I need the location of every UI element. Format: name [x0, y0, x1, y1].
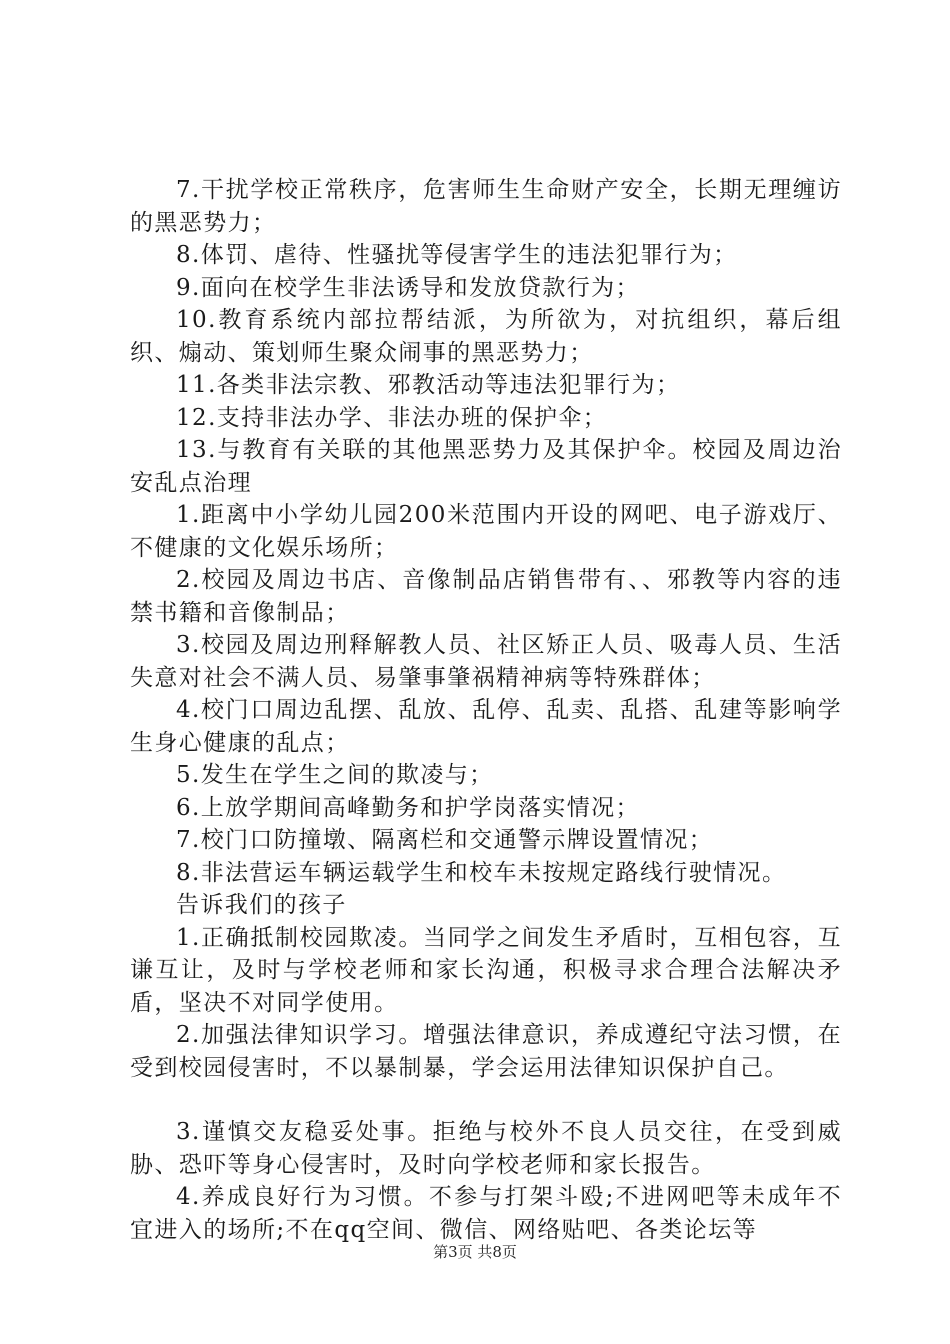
- paragraph-area-3-special-groups: 3.校园及周边刑释解教人员、社区矫正人员、吸毒人员、生活失意对社会不满人员、易肇事肇祸精神病等特殊群体；: [130, 632, 842, 691]
- paragraph-item-9-loans: 9.面向在校学生非法诱导和发放贷款行为；: [176, 274, 640, 301]
- paragraph-area-4-disorder: 4.校门口周边乱摆、乱放、乱停、乱卖、乱搭、乱建等影响学生身心健康的乱点；: [130, 697, 842, 756]
- page-number-footer: 第3页 共8页: [433, 1243, 517, 1261]
- paragraph-item-13-other: 13.与教育有关联的其他黑恶势力及其保护伞。校园及周边治安乱点治理: [130, 437, 842, 496]
- paragraph-area-2-bookstores: 2.校园及周边书店、音像制品店销售带有、、邪教等内容的违禁书籍和音像制品；: [130, 567, 842, 626]
- paragraph-advice-3-friends: 3.谨慎交友稳妥处事。拒绝与校外不良人员交往，在受到威胁、恐吓等身心侵害时，及时向学校老师和家长报告。: [130, 1119, 842, 1178]
- paragraph-item-10-factions: 10.教育系统内部拉帮结派，为所欲为，对抗组织，幕后组织、煽动、策划师生聚众闹事的黑恶势力；: [130, 307, 842, 366]
- paragraph-area-7-barriers: 7.校门口防撞墩、隔离栏和交通警示牌设置情况；: [176, 827, 714, 853]
- section-heading-tell-children: 告诉我们的孩子: [176, 892, 347, 918]
- paragraph-area-6-patrol: 6.上放学期间高峰勤务和护学岗落实情况；: [176, 794, 640, 821]
- paragraph-item-11-religion: 11.各类非法宗教、邪教活动等违法犯罪行为；: [176, 372, 681, 398]
- paragraph-area-5-bullying: 5.发生在学生之间的欺凌与；: [176, 762, 494, 788]
- document-body: [130, 174, 842, 1246]
- paragraph-item-8-abuse: 8.体罚、虐待、性骚扰等侵害学生的违法犯罪行为；: [176, 242, 738, 268]
- paragraph-item-12-schools: 12.支持非法办学、非法办班的保护伞；: [176, 404, 608, 431]
- paragraph-advice-1-bullying: 1.正确抵制校园欺凌。当同学之间发生矛盾时，互相包容，互谦互让，及时与学校老师和家长沟通，积极寻求合理合法解决矛盾，坚决不对同学使用。: [130, 924, 842, 1016]
- paragraph-advice-2-law: 2.加强法律知识学习。增强法律意识，养成遵纪守法习惯，在受到校园侵害时，不以暴制暴，学会运用法律知识保护自己。: [130, 1022, 842, 1081]
- paragraph-advice-4-habits: 4.养成良好行为习惯。不参与打架斗殴;不进网吧等未成年不宜进入的场所;不在qq空间、微信、网络贴吧、各类论坛等: [130, 1184, 842, 1243]
- paragraph-area-8-vehicles: 8.非法营运车辆运载学生和校车未按规定路线行驶情况。: [176, 859, 787, 886]
- paragraph-area-1-internet-cafes: 1.距离中小学幼儿园200米范围内开设的网吧、电子游戏厅、不健康的文化娱乐场所；: [130, 502, 842, 561]
- paragraph-item-7-disruption: 7.干扰学校正常秩序，危害师生生命财产安全，长期无理缠访的黑恶势力；: [130, 177, 842, 236]
